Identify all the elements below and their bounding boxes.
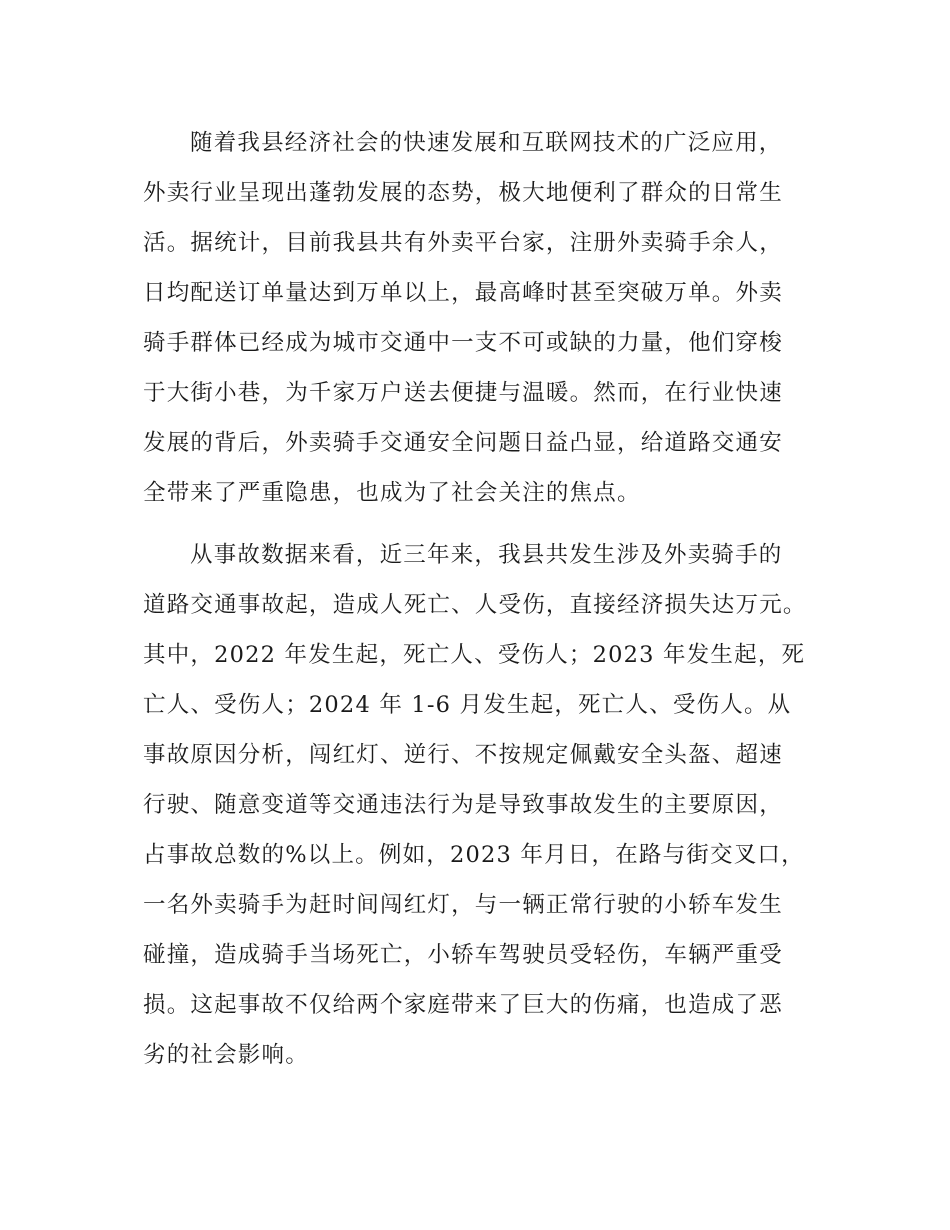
paragraph-line: 事故原因分析，闯红灯、逆行、不按规定佩戴安全头盔、超速 <box>143 742 783 768</box>
paragraph-line: 其中，2022 年发生起，死亡人、受伤人；2023 年发生起，死 <box>143 642 806 668</box>
paragraph-line: 骑手群体已经成为城市交通中一支不可或缺的力量，他们穿梭 <box>143 330 783 356</box>
paragraph-line: 行驶、随意变道等交通违法行为是导致事故发生的主要原因， <box>143 792 783 818</box>
paragraph-line: 活。据统计，目前我县共有外卖平台家，注册外卖骑手余人， <box>143 230 783 256</box>
paragraph-line: 道路交通事故起，造成人死亡、人受伤，直接经济损失达万元。 <box>143 592 807 618</box>
paragraph-line: 于大街小巷，为千家万户送去便捷与温暖。然而，在行业快速 <box>143 380 783 406</box>
paragraph-line: 外卖行业呈现出蓬勃发展的态势，极大地便利了群众的日常生 <box>143 180 783 206</box>
paragraph-line: 损。这起事故不仅给两个家庭带来了巨大的伤痛，也造成了恶 <box>143 992 783 1018</box>
paragraph-line: 发展的背后，外卖骑手交通安全问题日益凸显，给道路交通安 <box>143 430 783 456</box>
paragraph-line: 碰撞，造成骑手当场死亡，小轿车驾驶员受轻伤，车辆严重受 <box>143 942 783 968</box>
paragraph-line: 劣的社会影响。 <box>143 1042 309 1068</box>
paragraph-line: 从事故数据来看，近三年来，我县共发生涉及外卖骑手的 <box>190 542 783 568</box>
paragraph-line: 亡人、受伤人；2024 年 1-6 月发生起，死亡人、受伤人。从 <box>143 692 792 718</box>
paragraph-line: 日均配送订单量达到万单以上，最高峰时甚至突破万单。外卖 <box>143 280 783 306</box>
paragraph-line: 随着我县经济社会的快速发展和互联网技术的广泛应用， <box>190 130 783 156</box>
paragraph-line: 一名外卖骑手为赶时间闯红灯，与一辆正常行驶的小轿车发生 <box>143 892 783 918</box>
paragraph-line: 占事故总数的%以上。例如，2023 年月日，在路与街交叉口， <box>143 842 805 868</box>
paragraph-line: 全带来了严重隐患，也成为了社会关注的焦点。 <box>143 480 641 506</box>
